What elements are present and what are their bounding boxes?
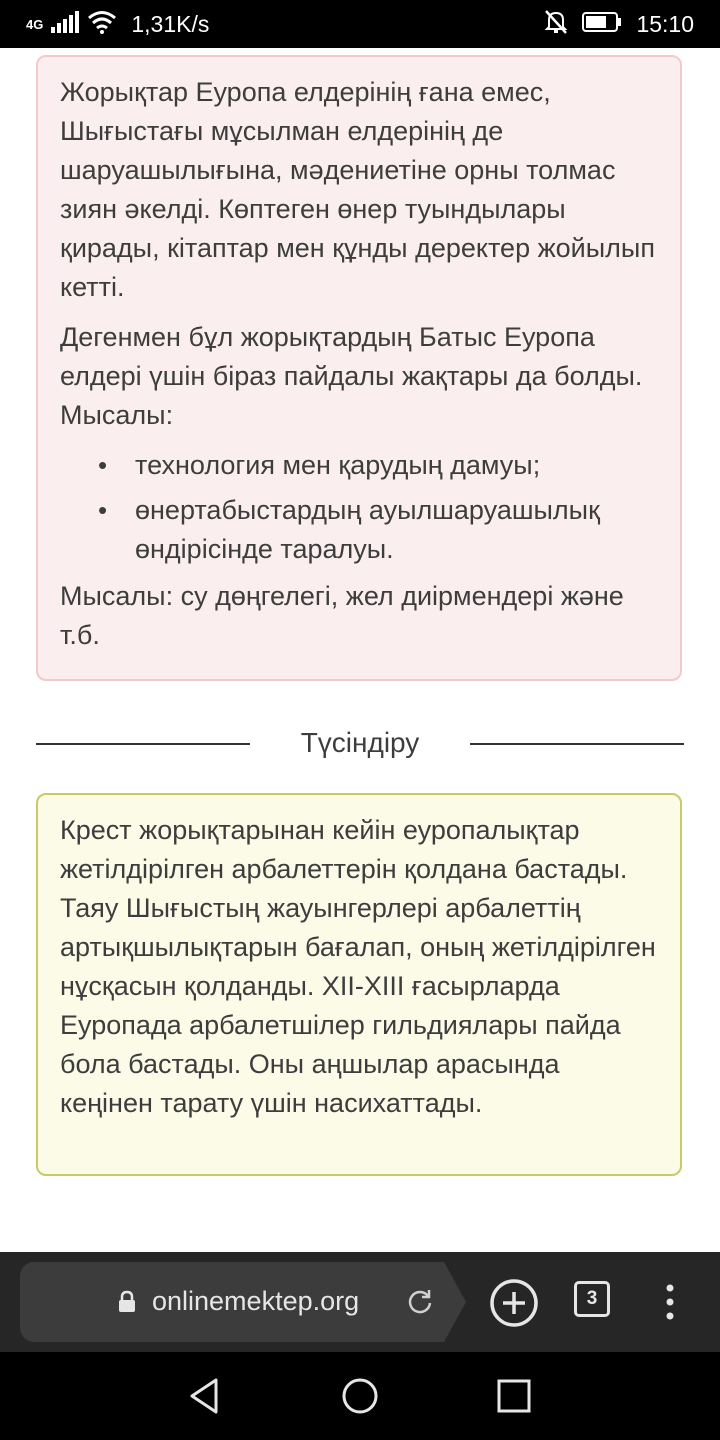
page-content[interactable] — [0, 48, 720, 1252]
status-right — [544, 0, 694, 48]
list-item — [60, 446, 658, 485]
list-item — [60, 491, 658, 569]
content-paragraph-1: Жорықтар Еуропа елдерінің ғана емес, Шығыстағы мұсылман елдерінің де шаруашылығына, мәдениетіне орны толмас зиян әкелді. Көптеген өнер туындылары қирады, кітаптар мен құнды деректер жойылып кетті. — [60, 77, 655, 302]
clock: 15:10 — [636, 10, 694, 37]
explanation-text: Крест жорықтарынан кейін еуропалықтар жетілдірілген арбалеттерін қолдана бастады. Таяу Шығыстың жауынгерлері арбалеттің артықшылықтарын бағалап, оның жетілдірілген нұсқасын қолданды. XII-XIII ғасырларда Еуропада арбалетшілер гильдиялары пайда бола бастады. Оны аңшылар арасында кеңінен тарату үшін насихаттады. — [60, 815, 656, 1118]
new-tab-button[interactable] — [488, 1277, 540, 1334]
more-menu-icon[interactable] — [656, 1282, 684, 1327]
bullet-icon: • — [98, 495, 108, 525]
recent-apps-icon[interactable] — [494, 1376, 534, 1421]
browser-toolbar — [0, 1252, 720, 1352]
mute-icon — [544, 9, 568, 40]
status-left — [26, 0, 209, 48]
bullet-icon: • — [98, 450, 108, 480]
content-card — [36, 55, 682, 681]
reload-icon[interactable] — [404, 1286, 436, 1323]
explanation-card — [36, 793, 682, 1176]
explanation-divider — [36, 721, 684, 769]
tab-count-button[interactable]: 3 — [574, 1281, 610, 1317]
url-text[interactable]: onlinemektep.org — [152, 1286, 360, 1316]
list-item-text: өнертабыстардың ауылшаруашылық өндірісінде таралуы. — [135, 495, 600, 564]
system-nav-bar — [0, 1352, 720, 1440]
content-paragraph-2: Дегенмен бұл жорықтардың Батыс Еуропа елдері үшін біраз пайдалы жақтары да болды. Мысалы: — [60, 322, 643, 430]
divider-line-right — [470, 743, 684, 745]
signal-icon — [51, 11, 79, 38]
back-icon[interactable] — [186, 1376, 226, 1421]
lock-icon — [118, 1290, 136, 1319]
address-bar-tip — [444, 1262, 466, 1342]
network-type: 4G — [26, 16, 44, 32]
wifi-icon — [87, 10, 117, 39]
status-bar — [0, 0, 720, 48]
divider-label: Түсіндіру — [300, 727, 420, 758]
network-speed: 1,31K/s — [131, 10, 210, 37]
home-icon[interactable] — [340, 1376, 380, 1421]
content-paragraph-3: Мысалы: су дөңгелегі, жел диірмендері және т.б. — [60, 581, 624, 650]
list-item-text: технология мен қарудың дамуы; — [135, 450, 541, 480]
address-bar[interactable] — [20, 1262, 444, 1342]
benefits-list — [60, 446, 658, 569]
battery-icon — [582, 11, 622, 38]
